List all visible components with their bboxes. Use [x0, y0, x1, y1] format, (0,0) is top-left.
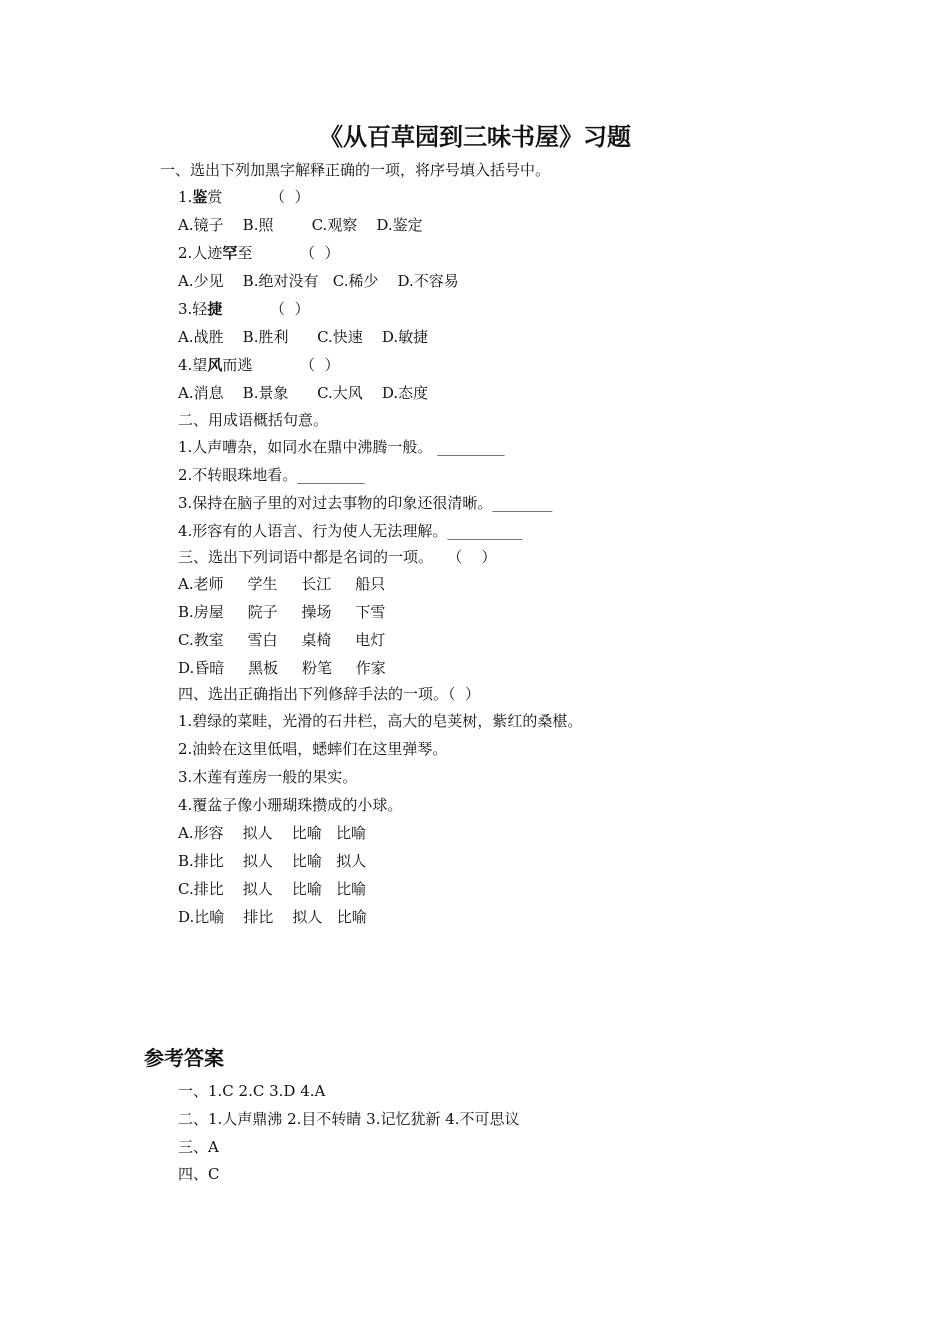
q2-options: A.少见 B.绝对没有 C.稀少 D.不容易	[178, 272, 459, 290]
q3-prefix: 3.轻	[178, 300, 208, 318]
section4-item: 3.木莲有莲房一般的果实。	[178, 768, 358, 786]
section4-option: A.形容 拟人 比喻 比喻	[178, 824, 367, 842]
section4-option: C.排比 拟人 比喻 比喻	[178, 880, 367, 898]
section4-item: 2.油蛉在这里低唱，蟋蟀们在这里弹琴。	[178, 740, 448, 758]
q1-suffix: 赏 （ ）	[207, 188, 310, 206]
section2-item: 3.保持在脑子里的对过去事物的印象还很清晰。________	[178, 494, 553, 512]
q4-prefix: 4.望	[178, 356, 208, 374]
q1-prefix: 1.	[178, 188, 193, 206]
answer-line: 一、1.C 2.C 3.D 4.A	[178, 1082, 326, 1100]
section2-item: 1.人声嘈杂，如同水在鼎中沸腾一般。 _________	[178, 438, 505, 456]
question-1	[178, 187, 310, 207]
answer-line: 三、A	[178, 1138, 219, 1156]
q2-prefix: 2.人迹	[178, 244, 223, 262]
section1-heading: 一、选出下列加黑字解释正确的一项，将序号填入括号中。	[160, 161, 551, 179]
q3-options: A.战胜 B.胜利 C.快速 D.敏捷	[178, 328, 429, 346]
q2-bold-char: 罕	[222, 244, 238, 262]
section3-option: A.老师 学生 长江 船只	[178, 575, 386, 593]
q4-bold-char: 风	[207, 356, 223, 374]
question-2	[178, 243, 340, 263]
question-3	[178, 299, 310, 319]
answer-line: 二、1.人声鼎沸 2.目不转睛 3.记忆犹新 4.不可思议	[178, 1110, 520, 1128]
question-4	[178, 355, 340, 375]
section4-option: B.排比 拟人 比喻 拟人	[178, 852, 367, 870]
q4-options: A.消息 B.景象 C.大风 D.态度	[178, 384, 429, 402]
answer-line: 四、C	[178, 1165, 220, 1183]
section2-item: 2.不转眼珠地看。_________	[178, 466, 365, 484]
page-title: 《从百草园到三味书屋》习题	[319, 123, 631, 151]
section3-option: D.昏暗 黑板 粉笔 作家	[178, 659, 386, 677]
q4-suffix: 而逃 （ ）	[222, 356, 340, 374]
q1-bold-char: 鉴	[192, 188, 208, 206]
section3-heading: 三、选出下列词语中都是名词的一项。 （ ）	[178, 548, 497, 566]
q2-suffix: 至 （ ）	[237, 244, 340, 262]
section4-item: 4.覆盆子像小珊瑚珠攒成的小球。	[178, 796, 403, 814]
q1-options: A.镜子 B.照 C.观察 D.鉴定	[178, 216, 423, 234]
section2-item: 4.形容有的人语言、行为使人无法理解。__________	[178, 522, 523, 540]
section3-option: B.房屋 院子 操场 下雪	[178, 603, 386, 621]
answers-title: 参考答案	[144, 1046, 224, 1070]
section4-item: 1.碧绿的菜畦，光滑的石井栏，高大的皂荚树，紫红的桑椹。	[178, 712, 583, 730]
q3-suffix: （ ）	[222, 300, 310, 318]
q3-bold-char: 捷	[207, 300, 223, 318]
section2-heading: 二、用成语概括句意。	[178, 411, 329, 429]
section4-option: D.比喻 排比 拟人 比喻	[178, 908, 367, 926]
section4-heading: 四、选出正确指出下列修辞手法的一项。（ ）	[178, 685, 481, 703]
section3-option: C.教室 雪白 桌椅 电灯	[178, 631, 386, 649]
